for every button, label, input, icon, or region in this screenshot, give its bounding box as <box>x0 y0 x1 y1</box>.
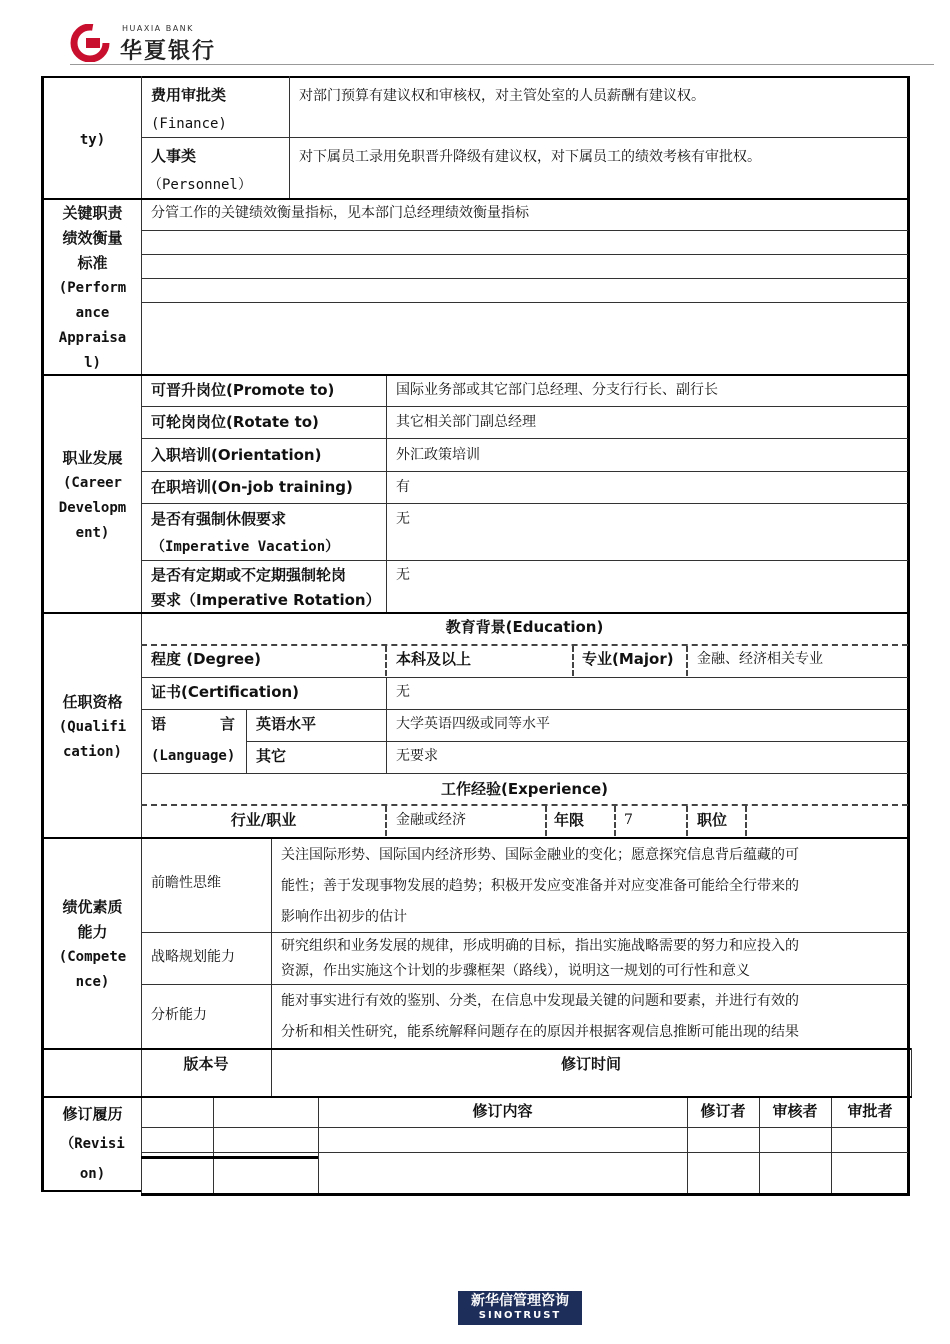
rotate-value: 其它相关部门副总经理 <box>396 414 536 430</box>
career-section-label: 职业发展 (Career Developm ent) <box>58 449 127 541</box>
language-label-b: 言 <box>220 715 236 733</box>
huaxia-bank-logo <box>70 24 110 62</box>
experience-header: 工作经验(Experience) <box>441 780 608 798</box>
bank-name-en: HUAXIA BANK <box>122 24 194 33</box>
reviser-header: 修订者 <box>700 1102 746 1120</box>
vacation-label-en: （Imperative Vacation） <box>151 539 340 555</box>
competence-strategy-desc: 研究组织和业务发展的规律，形成明确的目标，指出实施战略需要的努力和应投入的 资源，作出实施这个计划的步骤框架（路线），说明这一规划的可行性和意义 <box>281 938 799 979</box>
finance-desc: 对部门预算有建议权和审核权，对主管处室的人员薪酬有建议权。 <box>299 88 705 104</box>
qualification-section-label: 任职资格 (Qualifi cation) <box>58 693 127 760</box>
major-value: 金融、经济相关专业 <box>697 651 823 667</box>
years-value: 7 <box>624 812 633 828</box>
competence-foresight-name: 前瞻性思维 <box>151 875 221 891</box>
personnel-desc: 对下属员工录用免职晋升降级有建议权，对下属员工的绩效考核有审批权。 <box>299 149 761 165</box>
vacation-label: 是否有强制休假要求 <box>151 510 287 528</box>
degree-label: 程度 (Degree) <box>151 650 262 668</box>
language-label-en: (Language) <box>151 748 236 764</box>
industry-label: 行业/职业 <box>230 811 297 829</box>
header-divider <box>70 64 934 65</box>
footer-brand-en: SINOTRUST <box>478 1310 562 1321</box>
bank-name-cn: 华夏银行 <box>120 39 217 64</box>
authority-label: ty) <box>79 132 106 148</box>
education-header: 教育背景(Education) <box>445 618 604 636</box>
orientation-label: 入职培训(Orientation) <box>151 446 322 464</box>
competence-section-label: 绩优素质 能力 (Compete nce) <box>58 898 127 990</box>
approver-header: 审批者 <box>847 1102 893 1120</box>
finance-label: 费用审批类 <box>151 86 227 104</box>
orientation-value: 外汇政策培训 <box>396 447 480 463</box>
cert-label: 证书(Certification) <box>151 683 300 701</box>
personnel-label: 人事类 <box>151 147 197 165</box>
promote-value: 国际业务部或其它部门总经理、分支行行长、副行长 <box>396 382 718 398</box>
kpi-text: 分管工作的关键绩效衡量指标，见本部门总经理绩效衡量指标 <box>151 205 529 221</box>
revision-content-header: 修订内容 <box>472 1102 533 1120</box>
position-label: 职位 <box>697 811 728 829</box>
version-label: 版本号 <box>183 1055 229 1073</box>
competence-analysis-desc: 能对事实进行有效的鉴别、分类，在信息中发现最关键的问题和要素，并进行有效的 分析和相关性研究，能系统解释问题存在的原因并根据客观信息推断可能出现的结果 <box>281 993 799 1040</box>
vacation-value: 无 <box>396 511 410 527</box>
degree-value: 本科及以上 <box>396 650 472 668</box>
rotate-label: 可轮岗岗位(Rotate to) <box>151 413 319 431</box>
sinotrust-logo <box>458 1291 582 1325</box>
competence-strategy-name: 战略规划能力 <box>151 949 235 965</box>
personnel-label-en: （Personnel） <box>148 177 252 193</box>
other-value: 无要求 <box>396 748 438 764</box>
competence-foresight-desc: 关注国际形势、国际国内经济形势、国际金融业的变化；愿意探究信息背后蕴藏的可 能性；善于发现事物发展的趋势；积极开发应变准备并对应变准备可能给全行带来的 影响作出初步的估计 <box>281 847 799 925</box>
language-label-a: 语 <box>151 715 167 733</box>
table-top-border <box>41 76 910 78</box>
years-label: 年限 <box>554 811 585 829</box>
auditor-header: 审核者 <box>772 1102 818 1120</box>
rotation-label-en: 要求（Imperative Rotation） <box>151 591 381 609</box>
finance-label-en: (Finance) <box>151 116 227 132</box>
cert-value: 无 <box>396 684 410 700</box>
promote-label: 可晋升岗位(Promote to) <box>151 381 335 399</box>
industry-value: 金融或经济 <box>396 812 466 828</box>
english-label: 英语水平 <box>256 715 317 733</box>
english-value: 大学英语四级或同等水平 <box>396 716 550 732</box>
rotation-value: 无 <box>396 567 410 583</box>
kpi-section-label: 关键职责 绩效衡量 标准 (Perform ance Appraisa l) <box>58 204 127 371</box>
major-label: 专业(Major) <box>582 650 674 668</box>
footer-brand-cn: 新华信管理咨询 <box>471 1293 569 1309</box>
revision-time-label: 修订时间 <box>560 1055 621 1073</box>
revision-section-label: 修订履历 （Revisi on) <box>60 1105 125 1182</box>
onjob-label: 在职培训(On-job training) <box>151 478 353 496</box>
other-label: 其它 <box>256 747 287 765</box>
competence-analysis-name: 分析能力 <box>151 1007 207 1023</box>
rotation-label: 是否有定期或不定期强制轮岗 <box>151 566 347 584</box>
onjob-value: 有 <box>396 479 410 495</box>
